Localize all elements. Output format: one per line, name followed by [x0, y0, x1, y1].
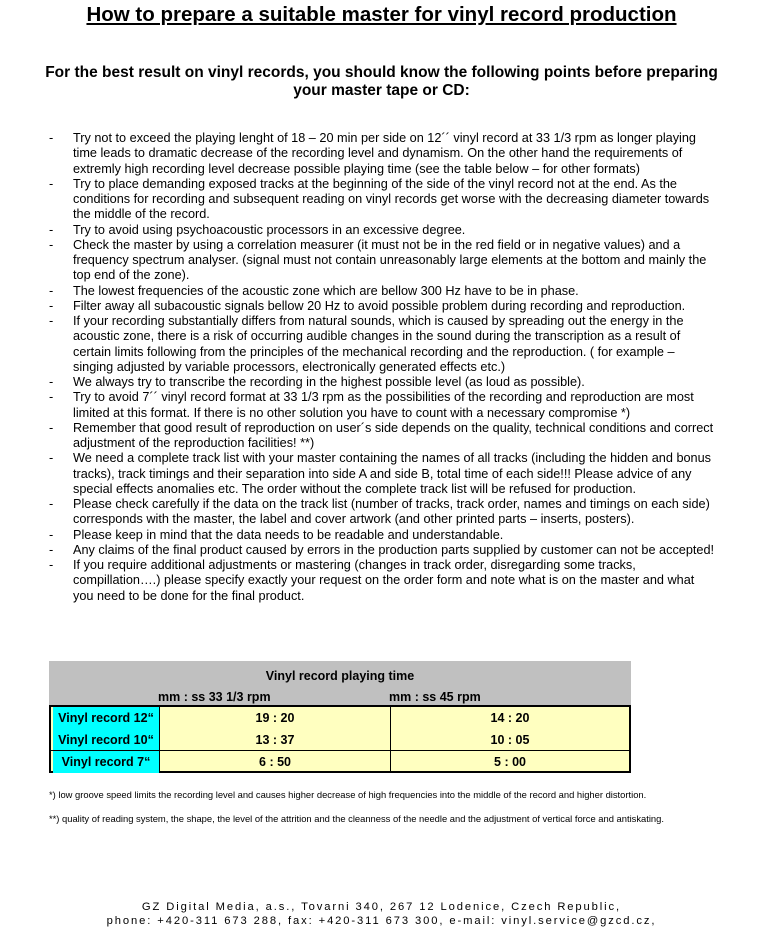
- list-item: [49, 284, 717, 299]
- list-item-text: Try to avoid 7´´ vinyl record format at 33 1/3 rpm as the possibilities of the recording and reproduction are most limited at this format. If there is no other solution you have to count with a necessary compromise *): [73, 390, 694, 420]
- footnote-1: *) low groove speed limits the recording level and causes higher decrease of high frequencies into the middle of the record and higher distortion.: [49, 789, 647, 800]
- list-item-text: We need a complete track list with your master containing the names of all tracks (including the hidden and bonus tracks), track timings and their separation into side A and side B, total time of each side!!! Please advice of any special effects anomalies etc. The order without the complete track list will be refused for production.: [73, 451, 712, 496]
- table-row: [51, 729, 629, 751]
- column-header-45rpm: mm : ss 45 rpm: [389, 690, 481, 704]
- bullet-dash: -: [49, 222, 54, 237]
- bullet-dash: -: [49, 237, 54, 252]
- list-item-text: If you require additional adjustments or mastering (changes in track order, disregarding some tracks, compillation….) please specify exactly your request on the order form and note what is on the master and what you need to be done for the final product.: [73, 558, 695, 603]
- table-title: Vinyl record playing time: [265, 669, 415, 683]
- requirements-list: [49, 131, 717, 604]
- footnote-2: **) quality of reading system, the shape, the level of the attrition and the cleanness of the needle and the adjustment of vertical force and antiskating.: [49, 813, 664, 824]
- cell-33rpm: 13 : 37: [160, 729, 391, 751]
- list-item-text: Try not to exceed the playing lenght of 18 – 20 min per side on 12´´ vinyl record at 33 1/3 rpm as longer playing time leads to dramatic decrease of the recording level and dynamism. On the other hand the requirements of extremly high recording level decrease possible playing time (see the table below – for other formats): [73, 131, 696, 176]
- bullet-dash: -: [49, 558, 54, 572]
- list-item-text: We always try to transcribe the recording in the highest possible level (as loud as possible).: [73, 375, 585, 389]
- playing-time-table: [49, 661, 631, 773]
- list-item-text: The lowest frequencies of the acoustic zone which are bellow 300 Hz have to be in phase.: [73, 283, 579, 298]
- list-item-text: Please check carefully if the data on the track list (number of tracks, track order, names and timings on each side) corresponds with the master, the label and cover artwork (and other printed parts – inserts, posters).: [73, 497, 710, 527]
- list-item: [49, 451, 717, 497]
- footer-address: GZ Digital Media, a.s., Tovarni 340, 267 12 Lodenice, Czech Republic,: [141, 901, 622, 913]
- list-item: [49, 177, 717, 223]
- cell-45rpm: 5 : 00: [494, 755, 526, 769]
- list-item-text: Remember that good result of reproduction on user´s side depends on the quality, technical conditions and correct adjustment of the reproduction facilities! **): [73, 420, 714, 450]
- bullet-dash: -: [49, 298, 54, 313]
- list-item-text: If your recording substantially differs from natural sounds, which is caused by spreading out the energy in the acoustic zone, there is a risk of occurring audible changes in the sound during the transcription as a result of certain limits following from the principles of the mechanical recording and the reproduction. ( for example – singing adjusted by variable processors, electronically generated effects etc.): [73, 314, 684, 374]
- list-item: [49, 543, 717, 558]
- cell-33rpm: 19 : 20: [160, 707, 391, 729]
- bullet-dash: -: [49, 420, 54, 435]
- bullet-dash: -: [49, 314, 54, 328]
- list-item: [49, 375, 717, 390]
- bullet-dash: -: [49, 497, 54, 511]
- bullet-dash: -: [49, 375, 54, 389]
- bullet-dash: -: [49, 451, 54, 466]
- bullet-dash: -: [49, 390, 54, 405]
- list-item: [49, 314, 717, 375]
- row-label: Vinyl record 12“: [53, 707, 160, 729]
- table-row: [51, 751, 629, 773]
- column-header-33rpm: mm : ss 33 1/3 rpm: [158, 690, 271, 704]
- bullet-dash: -: [49, 527, 54, 542]
- table-header: [49, 661, 631, 705]
- row-label: Vinyl record 10“: [53, 729, 160, 751]
- cell-45rpm: 10 : 05: [490, 733, 530, 747]
- table-row: [51, 707, 629, 729]
- list-item-text: Any claims of the final product caused by errors in the production parts supplied by customer can not be accepted!: [73, 542, 715, 557]
- bullet-dash: -: [49, 131, 54, 145]
- list-item: [49, 558, 717, 604]
- cell-33rpm: 6 : 50: [160, 751, 391, 773]
- bullet-dash: -: [49, 283, 54, 298]
- table-body: [49, 705, 631, 773]
- list-item: [49, 299, 717, 314]
- list-item: [49, 497, 717, 528]
- list-item: [49, 131, 717, 177]
- list-item-text: Check the master by using a correlation measurer (it must not be in the red field or in negative values) and a frequency spectrum analyser. (signal must not contain unreasonably large elements at the bottom and mainly the top end of the zone).: [73, 237, 707, 283]
- footer-contact: phone: +420-311 673 288, fax: +420-311 673 300, e-mail: vinyl.service@gzcd.cz,: [106, 915, 657, 927]
- bullet-dash: -: [49, 542, 54, 557]
- list-item-text: Try to avoid using psychoacoustic processors in an excessive degree.: [73, 222, 466, 237]
- list-item: [49, 238, 717, 284]
- list-item-text: Filter away all subacoustic signals bellow 20 Hz to avoid possible problem during recording and reproduction.: [73, 298, 686, 313]
- page-title: How to prepare a suitable master for vinyl record production: [86, 3, 677, 26]
- list-item-text: Please keep in mind that the data needs to be readable and understandable.: [73, 527, 504, 542]
- cell-45rpm: 14 : 20: [490, 711, 530, 725]
- bullet-dash: -: [49, 176, 54, 191]
- list-item: [49, 390, 717, 421]
- list-item: [49, 421, 717, 452]
- list-item: [49, 528, 717, 543]
- list-item-text: Try to place demanding exposed tracks at the beginning of the side of the vinyl record not at the end. As the conditions for recording and subsequent reading on vinyl records get worse with the decreasing diameter towards the middle of the record.: [73, 176, 710, 222]
- row-label: Vinyl record 7“: [53, 751, 160, 773]
- page-subtitle: For the best result on vinyl records, you should know the following points before preparing your master tape or CD:: [45, 64, 718, 99]
- list-item: [49, 223, 717, 238]
